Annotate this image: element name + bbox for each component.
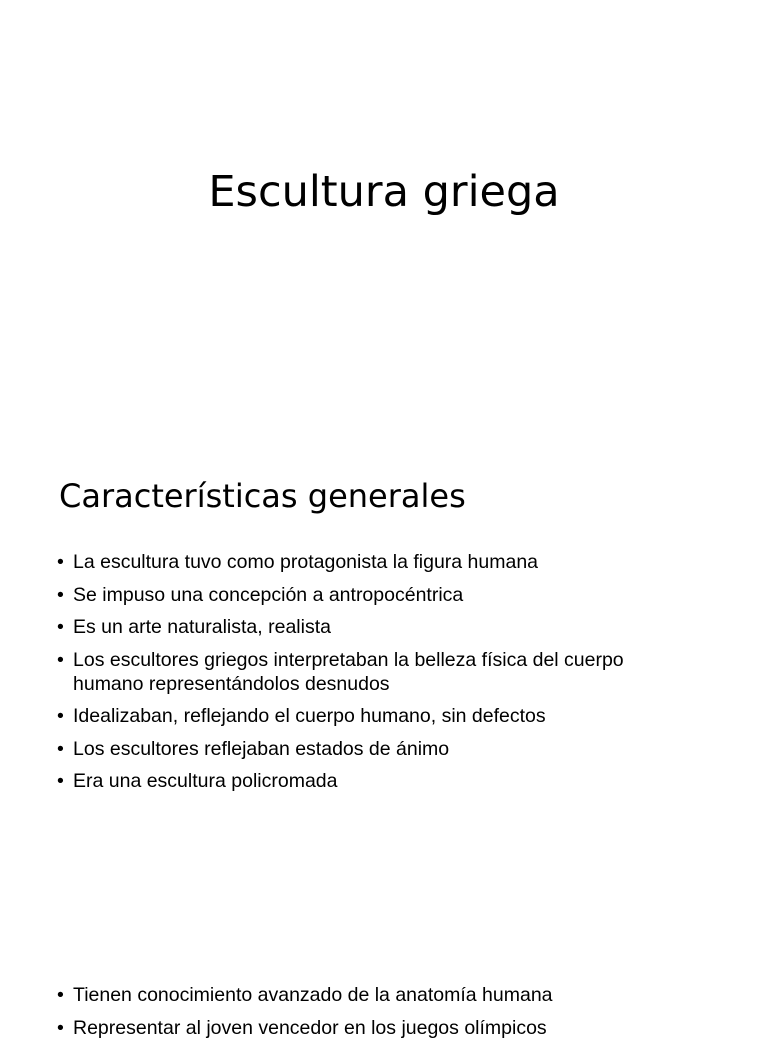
bullet-icon: •	[57, 705, 64, 727]
bullet-icon: •	[57, 737, 64, 760]
bullet-item	[57, 704, 697, 728]
bullet-icon: •	[57, 583, 64, 606]
bullet-text: Tienen conocimiento avanzado de la anatomía humana	[73, 984, 553, 1006]
bullet-text: Los escultores griegos interpretaban la belleza física del cuerpo humano representándolos desnudos	[73, 648, 624, 695]
bullet-icon: •	[57, 616, 64, 638]
bullet-text: Idealizaban, reflejando el cuerpo humano, sin defectos	[73, 705, 546, 727]
bullet-icon: •	[57, 984, 64, 1006]
bullet-item	[57, 983, 697, 1007]
bullet-item	[57, 615, 697, 639]
bullet-item	[57, 1016, 697, 1040]
section-heading: Características generales	[59, 477, 466, 515]
content-slide-caracteristicas	[0, 420, 768, 860]
bullet-text: Representar al joven vencedor en los juegos olímpicos	[73, 1016, 547, 1039]
bullet-item	[57, 550, 697, 574]
bullet-list	[57, 550, 697, 802]
bullet-text: La escultura tuvo como protagonista la figura humana	[73, 551, 539, 573]
bullet-text: Los escultores reflejaban estados de ánimo	[73, 737, 450, 760]
bullet-item	[57, 737, 697, 761]
content-slide-continued	[0, 860, 768, 1039]
bullet-icon: •	[57, 551, 64, 573]
bullet-icon: •	[57, 648, 64, 671]
bullet-text: Es un arte naturalista, realista	[73, 616, 331, 638]
bullet-text: Se impuso una concepción a antropocéntrica	[73, 583, 464, 606]
title-slide	[0, 0, 768, 420]
bullet-list	[57, 983, 697, 1048]
slide-title: Escultura griega	[208, 167, 560, 217]
bullet-item	[57, 583, 697, 607]
bullet-icon: •	[57, 1016, 64, 1039]
bullet-item	[57, 648, 697, 696]
bullet-text: Era una escultura policromada	[73, 770, 338, 792]
bullet-item	[57, 769, 697, 793]
bullet-icon: •	[57, 770, 64, 792]
